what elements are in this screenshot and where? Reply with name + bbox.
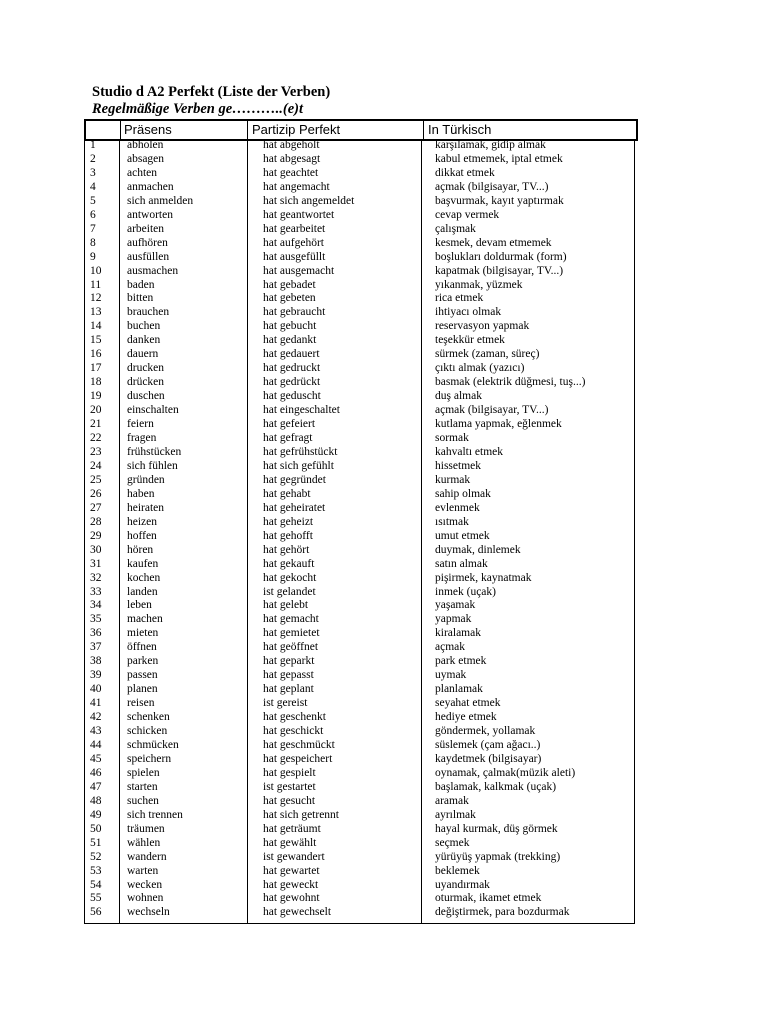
turkisch-cell: boşlukları doldurmak (form) — [435, 250, 567, 263]
turkisch-cell: pişirmek, kaynatmak — [435, 571, 532, 584]
turkisch-cell: teşekkür etmek — [435, 334, 505, 347]
turkisch-cell: duş almak — [435, 390, 482, 403]
turkisch-cell: hissetmek — [435, 459, 481, 472]
turkisch-cell: seçmek — [435, 836, 470, 849]
row-number: 36 — [90, 627, 102, 640]
table-row — [85, 613, 645, 627]
partizip-cell: hat geträumt — [263, 822, 321, 835]
turkisch-cell: yaşamak — [435, 599, 476, 612]
turkisch-cell: planlamak — [435, 683, 483, 696]
table-row — [85, 767, 645, 781]
row-number: 28 — [90, 515, 102, 528]
row-number: 26 — [90, 487, 102, 500]
partizip-cell: hat gewartet — [263, 864, 320, 877]
turkisch-cell: ihtiyacı olmak — [435, 306, 502, 319]
header-partizip-perfekt: Partizip Perfekt — [252, 122, 341, 137]
prasens-cell: landen — [127, 585, 158, 598]
partizip-cell: hat geantwortet — [263, 208, 335, 221]
table-row — [85, 627, 645, 641]
table-row — [85, 544, 645, 558]
table-row — [85, 153, 645, 167]
turkisch-cell: uymak — [435, 669, 467, 682]
header-separator — [423, 121, 424, 139]
partizip-cell: hat geheizt — [263, 515, 314, 528]
partizip-cell: hat geöffnet — [263, 641, 319, 654]
row-number: 5 — [90, 194, 96, 207]
partizip-cell: hat gebeten — [263, 292, 316, 305]
table-row — [85, 181, 645, 195]
row-number: 2 — [90, 152, 96, 165]
prasens-cell: fragen — [127, 432, 157, 445]
turkisch-cell: rica etmek — [435, 292, 484, 305]
turkisch-cell: karşılamak, gidip almak — [435, 139, 546, 151]
partizip-cell: hat geduscht — [263, 390, 321, 403]
partizip-cell: hat gespielt — [263, 766, 316, 779]
prasens-cell: feiern — [127, 418, 154, 431]
row-number: 19 — [90, 390, 102, 403]
table-row — [85, 139, 645, 153]
turkisch-cell: kabul etmemek, iptal etmek — [435, 152, 563, 165]
partizip-cell: hat gearbeitet — [263, 222, 326, 235]
turkisch-cell: değiştirmek, para bozdurmak — [435, 906, 570, 919]
row-number: 46 — [90, 766, 102, 779]
prasens-cell: wohnen — [127, 892, 164, 905]
turkisch-cell: oynamak, çalmak(müzik aleti) — [435, 766, 576, 779]
table-row — [85, 823, 645, 837]
turkisch-cell: başlamak, kalkmak (uçak) — [435, 780, 557, 793]
partizip-cell: hat sich gefühlt — [263, 459, 334, 472]
prasens-cell: speichern — [127, 752, 172, 765]
turkisch-cell: sahip olmak — [435, 487, 491, 500]
table-row — [85, 906, 645, 920]
prasens-cell: mieten — [127, 627, 159, 640]
partizip-cell: hat gedruckt — [263, 362, 321, 375]
turkisch-cell: evlenmek — [435, 501, 480, 514]
row-number: 15 — [90, 334, 102, 347]
row-number: 4 — [90, 180, 96, 193]
prasens-cell: arbeiten — [127, 222, 165, 235]
partizip-cell: ist gereist — [263, 697, 308, 710]
prasens-cell: aufhören — [127, 236, 168, 249]
turkisch-cell: satın almak — [435, 557, 488, 570]
prasens-cell: heiraten — [127, 501, 165, 514]
table-row — [85, 739, 645, 753]
row-number: 6 — [90, 208, 96, 221]
turkisch-cell: ayrılmak — [435, 808, 476, 821]
turkisch-cell: aramak — [435, 794, 469, 807]
table-row — [85, 655, 645, 669]
row-number: 3 — [90, 166, 96, 179]
prasens-cell: sich anmelden — [127, 194, 194, 207]
table-row — [85, 809, 645, 823]
partizip-cell: hat gekauft — [263, 557, 315, 570]
turkisch-cell: hayal kurmak, düş görmek — [435, 822, 558, 835]
row-number: 37 — [90, 641, 102, 654]
table-row — [85, 265, 645, 279]
partizip-cell: hat gemietet — [263, 627, 320, 640]
row-number: 35 — [90, 613, 102, 626]
turkisch-cell: yapmak — [435, 613, 472, 626]
turkisch-cell: kiralamak — [435, 627, 481, 640]
row-number: 11 — [90, 278, 102, 291]
prasens-cell: wählen — [127, 836, 161, 849]
prasens-cell: öffnen — [127, 641, 157, 654]
row-number: 18 — [90, 376, 102, 389]
page-subtitle: Regelmäßige Verben ge………..(e)t — [92, 101, 304, 117]
prasens-cell: duschen — [127, 390, 165, 403]
row-number: 53 — [90, 864, 102, 877]
row-number: 34 — [90, 599, 102, 612]
row-number: 51 — [90, 836, 102, 849]
row-number: 32 — [90, 571, 102, 584]
turkisch-cell: uyandırmak — [435, 878, 490, 891]
row-number: 29 — [90, 529, 102, 542]
table-row — [85, 167, 645, 181]
turkisch-cell: park etmek — [435, 655, 487, 668]
prasens-cell: schenken — [127, 711, 170, 724]
prasens-cell: passen — [127, 669, 158, 682]
row-number: 20 — [90, 404, 102, 417]
table-row — [85, 879, 645, 893]
row-number: 45 — [90, 752, 102, 765]
prasens-cell: baden — [127, 278, 155, 291]
row-number: 47 — [90, 780, 102, 793]
turkisch-cell: umut etmek — [435, 529, 490, 542]
prasens-cell: starten — [127, 780, 158, 793]
partizip-cell: ist gewandert — [263, 850, 325, 863]
partizip-cell: hat abgesagt — [263, 152, 321, 165]
row-number: 49 — [90, 808, 102, 821]
table-row — [85, 237, 645, 251]
prasens-cell: dauern — [127, 348, 159, 361]
table-row — [85, 572, 645, 586]
turkisch-cell: yürüyüş yapmak (trekking) — [435, 850, 561, 863]
row-number: 38 — [90, 655, 102, 668]
turkisch-cell: duymak, dinlemek — [435, 543, 521, 556]
header-separator — [120, 121, 121, 139]
partizip-cell: hat eingeschaltet — [263, 404, 340, 417]
partizip-cell: hat ausgefüllt — [263, 250, 326, 263]
table-row — [85, 753, 645, 767]
turkisch-cell: yıkanmak, yüzmek — [435, 278, 523, 291]
prasens-cell: reisen — [127, 697, 155, 710]
table-row — [85, 488, 645, 502]
row-number: 7 — [90, 222, 96, 235]
turkisch-cell: başvurmak, kayıt yaptırmak — [435, 194, 564, 207]
row-number: 1 — [90, 139, 96, 151]
partizip-cell: hat gefragt — [263, 432, 313, 445]
partizip-cell: hat gesucht — [263, 794, 316, 807]
partizip-cell: hat geschenkt — [263, 711, 326, 724]
row-number: 17 — [90, 362, 102, 375]
partizip-cell: hat gedrückt — [263, 376, 321, 389]
header-separator — [247, 121, 248, 139]
table-row — [85, 334, 645, 348]
prasens-cell: absagen — [127, 152, 165, 165]
partizip-cell: hat gedauert — [263, 348, 320, 361]
prasens-cell: kochen — [127, 571, 161, 584]
prasens-cell: leben — [127, 599, 152, 612]
row-number: 33 — [90, 585, 102, 598]
prasens-cell: schmücken — [127, 738, 179, 751]
prasens-cell: einschalten — [127, 404, 179, 417]
partizip-cell: hat gebucht — [263, 320, 317, 333]
row-number: 10 — [90, 264, 102, 277]
turkisch-cell: reservasyon yapmak — [435, 320, 530, 333]
turkisch-cell: açmak — [435, 641, 466, 654]
prasens-cell: sich trennen — [127, 808, 183, 821]
partizip-cell: hat gedankt — [263, 334, 317, 347]
row-number: 30 — [90, 543, 102, 556]
table-row — [85, 683, 645, 697]
prasens-cell: danken — [127, 334, 161, 347]
table-row — [85, 474, 645, 488]
table-row — [85, 390, 645, 404]
turkisch-cell: süslemek (çam ağacı..) — [435, 738, 541, 751]
row-number: 48 — [90, 794, 102, 807]
table-row — [85, 516, 645, 530]
verb-table-body — [85, 139, 645, 920]
prasens-cell: anmachen — [127, 180, 174, 193]
row-number: 24 — [90, 459, 102, 472]
turkisch-cell: seyahat etmek — [435, 697, 501, 710]
table-row — [85, 446, 645, 460]
partizip-cell: hat gehört — [263, 543, 310, 556]
turkisch-cell: kutlama yapmak, eğlenmek — [435, 418, 562, 431]
prasens-cell: ausfüllen — [127, 250, 170, 263]
prasens-cell: sich fühlen — [127, 459, 178, 472]
prasens-cell: brauchen — [127, 306, 170, 319]
row-number: 42 — [90, 711, 102, 724]
prasens-cell: wandern — [127, 850, 167, 863]
prasens-cell: bitten — [127, 292, 154, 305]
prasens-cell: drucken — [127, 362, 165, 375]
turkisch-cell: cevap vermek — [435, 208, 500, 221]
turkisch-cell: ısıtmak — [435, 515, 469, 528]
turkisch-cell: kurmak — [435, 473, 471, 486]
table-row — [85, 418, 645, 432]
row-number: 55 — [90, 892, 102, 905]
prasens-cell: wechseln — [127, 906, 170, 919]
turkisch-cell: hediye etmek — [435, 711, 497, 724]
table-row — [85, 558, 645, 572]
row-number: 16 — [90, 348, 102, 361]
row-number: 13 — [90, 306, 102, 319]
prasens-cell: achten — [127, 166, 158, 179]
table-row — [85, 404, 645, 418]
page-title: Studio d A2 Perfekt (Liste der Verben) — [92, 84, 331, 100]
row-number: 12 — [90, 292, 102, 305]
prasens-cell: spielen — [127, 766, 160, 779]
table-row — [85, 320, 645, 334]
prasens-cell: abholen — [127, 139, 164, 151]
prasens-cell: buchen — [127, 320, 161, 333]
partizip-cell: hat gewohnt — [263, 892, 320, 905]
row-number: 56 — [90, 906, 102, 919]
table-row — [85, 251, 645, 265]
turkisch-cell: sürmek (zaman, süreç) — [435, 348, 540, 361]
turkisch-cell: açmak (bilgisayar, TV...) — [435, 404, 549, 417]
partizip-cell: hat gehofft — [263, 529, 313, 542]
verb-table — [85, 139, 645, 920]
partizip-cell: hat angemacht — [263, 180, 330, 193]
table-row — [85, 725, 645, 739]
turkisch-cell: oturmak, ikamet etmek — [435, 892, 542, 905]
row-number: 31 — [90, 557, 102, 570]
table-row — [85, 711, 645, 725]
prasens-cell: träumen — [127, 822, 165, 835]
row-number: 21 — [90, 418, 102, 431]
partizip-cell: hat geschickt — [263, 725, 324, 738]
row-number: 25 — [90, 473, 102, 486]
table-row — [85, 306, 645, 320]
prasens-cell: hoffen — [127, 529, 157, 542]
table-row — [85, 586, 645, 600]
partizip-cell: hat aufgehört — [263, 236, 324, 249]
table-row — [85, 795, 645, 809]
partizip-cell: hat geheiratet — [263, 501, 326, 514]
table-row — [85, 195, 645, 209]
partizip-cell: hat sich angemeldet — [263, 194, 355, 207]
table-row — [85, 599, 645, 613]
turkisch-cell: çıktı almak (yazıcı) — [435, 362, 525, 375]
partizip-cell: hat geplant — [263, 683, 314, 696]
header-in-turkisch: In Türkisch — [428, 122, 492, 137]
partizip-cell: hat gelebt — [263, 599, 309, 612]
row-number: 8 — [90, 236, 96, 249]
turkisch-cell: çalışmak — [435, 222, 476, 235]
row-number: 40 — [90, 683, 102, 696]
turkisch-cell: beklemek — [435, 864, 480, 877]
partizip-cell: hat gegründet — [263, 473, 326, 486]
table-row — [85, 279, 645, 293]
row-number: 23 — [90, 445, 102, 458]
prasens-cell: frühstücken — [127, 445, 182, 458]
prasens-cell: kaufen — [127, 557, 159, 570]
table-row — [85, 892, 645, 906]
row-number: 50 — [90, 822, 102, 835]
partizip-cell: hat gepasst — [263, 669, 314, 682]
partizip-cell: hat gemacht — [263, 613, 319, 626]
partizip-cell: hat gefrühstückt — [263, 445, 338, 458]
prasens-cell: planen — [127, 683, 158, 696]
table-row — [85, 460, 645, 474]
row-number: 43 — [90, 725, 102, 738]
table-row — [85, 669, 645, 683]
table-row — [85, 837, 645, 851]
partizip-cell: ist gelandet — [263, 585, 316, 598]
prasens-cell: machen — [127, 613, 163, 626]
prasens-cell: gründen — [127, 473, 165, 486]
prasens-cell: schicken — [127, 725, 168, 738]
prasens-cell: heizen — [127, 515, 158, 528]
turkisch-cell: inmek (uçak) — [435, 585, 496, 598]
partizip-cell: hat ausgemacht — [263, 264, 335, 277]
partizip-cell: hat gebraucht — [263, 306, 326, 319]
table-row — [85, 865, 645, 879]
prasens-cell: antworten — [127, 208, 173, 221]
prasens-cell: haben — [127, 487, 155, 500]
partizip-cell: hat gebadet — [263, 278, 316, 291]
row-number: 41 — [90, 697, 102, 710]
table-row — [85, 292, 645, 306]
partizip-cell: hat gewechselt — [263, 906, 332, 919]
turkisch-cell: açmak (bilgisayar, TV...) — [435, 180, 549, 193]
table-row — [85, 348, 645, 362]
row-number: 22 — [90, 432, 102, 445]
table-row — [85, 376, 645, 390]
table-row — [85, 502, 645, 516]
turkisch-cell: göndermek, yollamak — [435, 725, 536, 738]
partizip-cell: hat abgeholt — [263, 139, 320, 151]
table-row — [85, 432, 645, 446]
partizip-cell: hat geparkt — [263, 655, 315, 668]
row-number: 54 — [90, 878, 102, 891]
table-row — [85, 697, 645, 711]
prasens-cell: parken — [127, 655, 159, 668]
table-row — [85, 209, 645, 223]
turkisch-cell: dikkat etmek — [435, 166, 495, 179]
table-row — [85, 851, 645, 865]
table-row — [85, 223, 645, 237]
partizip-cell: hat gespeichert — [263, 752, 333, 765]
row-number: 44 — [90, 738, 102, 751]
partizip-cell: hat gekocht — [263, 571, 317, 584]
header-prasens: Präsens — [124, 122, 172, 137]
turkisch-cell: kapatmak (bilgisayar, TV...) — [435, 264, 564, 277]
row-number: 27 — [90, 501, 102, 514]
prasens-cell: hören — [127, 543, 154, 556]
partizip-cell: hat geweckt — [263, 878, 319, 891]
row-number: 14 — [90, 320, 102, 333]
table-row — [85, 362, 645, 376]
partizip-cell: hat gefeiert — [263, 418, 316, 431]
turkisch-cell: kesmek, devam etmemek — [435, 236, 552, 249]
row-number: 39 — [90, 669, 102, 682]
partizip-cell: ist gestartet — [263, 780, 316, 793]
prasens-cell: wecken — [127, 878, 163, 891]
turkisch-cell: sormak — [435, 432, 469, 445]
prasens-cell: suchen — [127, 794, 159, 807]
prasens-cell: warten — [127, 864, 159, 877]
partizip-cell: hat sich getrennt — [263, 808, 340, 821]
table-row — [85, 530, 645, 544]
partizip-cell: hat gewählt — [263, 836, 317, 849]
prasens-cell: ausmachen — [127, 264, 179, 277]
row-number: 52 — [90, 850, 102, 863]
turkisch-cell: kaydetmek (bilgisayar) — [435, 752, 542, 765]
row-number: 9 — [90, 250, 96, 263]
turkisch-cell: kahvaltı etmek — [435, 445, 504, 458]
table-row — [85, 641, 645, 655]
partizip-cell: hat geachtet — [263, 166, 319, 179]
prasens-cell: drücken — [127, 376, 165, 389]
partizip-cell: hat geschmückt — [263, 738, 335, 751]
partizip-cell: hat gehabt — [263, 487, 311, 500]
table-header — [84, 119, 638, 141]
table-row — [85, 781, 645, 795]
turkisch-cell: basmak (elektrik düğmesi, tuş...) — [435, 376, 586, 389]
